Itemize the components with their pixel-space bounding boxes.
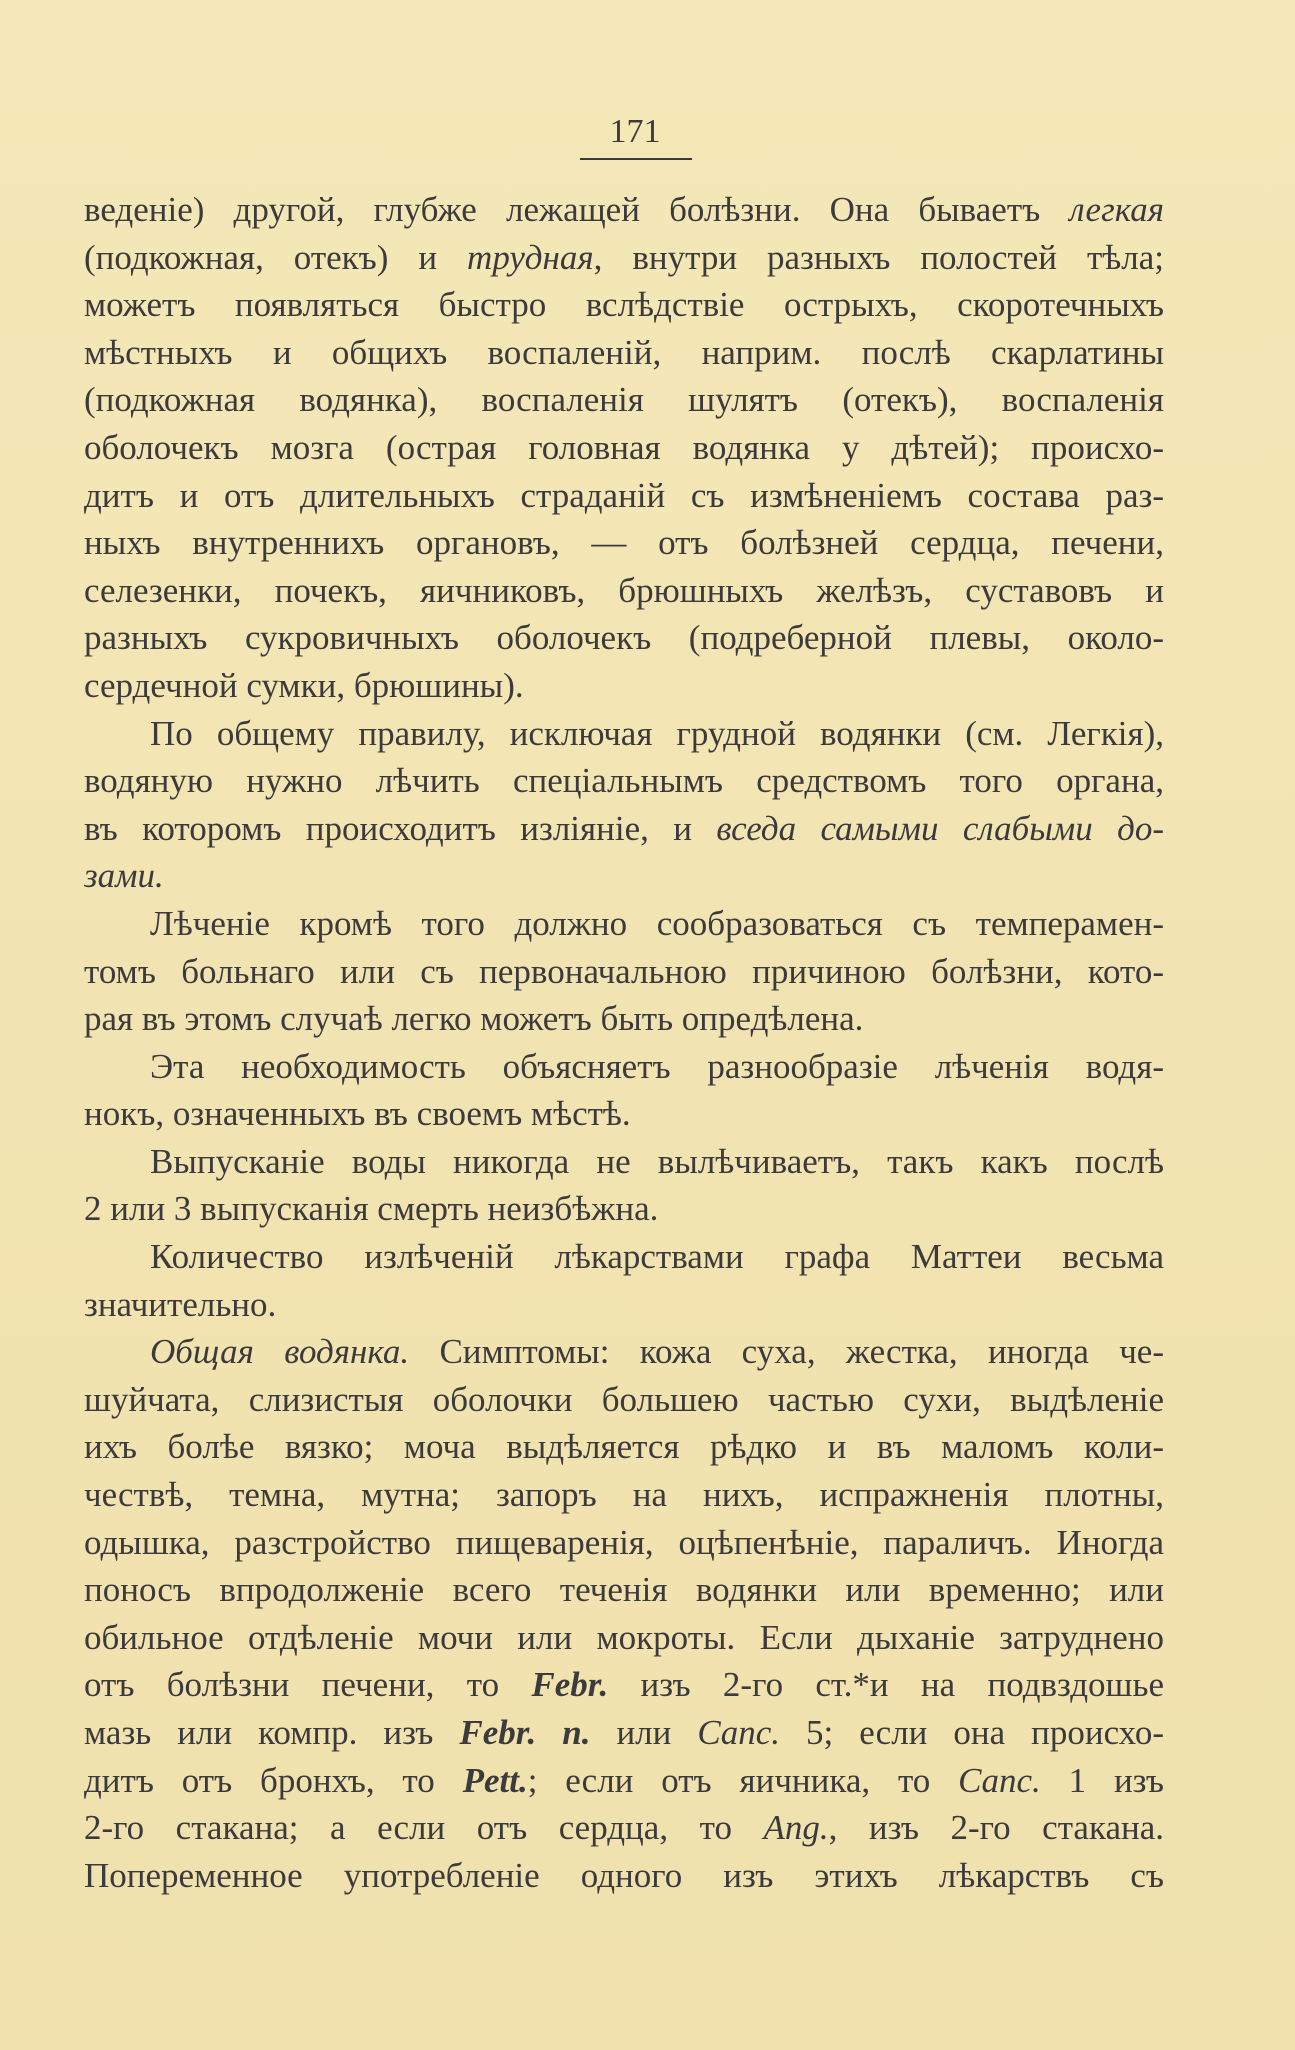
- text-run: поносъ впродолженіе всего теченія водянки или временно; или: [84, 1570, 1164, 1610]
- text-line: [84, 1423, 1164, 1471]
- text-line: [84, 1852, 1164, 1900]
- emphasized-text: Общая водянка.: [150, 1332, 410, 1372]
- text-run: обильное отдѣленіе мочи или мокроты. Если дыханіе затруднено: [84, 1617, 1164, 1657]
- text-run: (подкожная водянка), воспаленія шулятъ (отекъ), воспаленія: [84, 380, 1164, 420]
- text-run: томъ больнаго или съ первоначальною причиною болѣзни, кото-: [84, 951, 1164, 991]
- page-number-rule: [580, 158, 692, 160]
- body-text: [84, 186, 1164, 1899]
- emphasized-text: трудная: [467, 237, 594, 277]
- text-line: [84, 424, 1164, 472]
- text-run: 2 или 3 выпусканія смерть неизбѣжна.: [84, 1189, 659, 1229]
- text-line: [84, 1614, 1164, 1662]
- text-line: [84, 1043, 1164, 1091]
- text-line: [84, 234, 1164, 282]
- text-line: [84, 1519, 1164, 1567]
- text-line: [84, 472, 1164, 520]
- text-run: ныхъ внутреннихъ органовъ, — отъ болѣзней сердца, печени,: [84, 523, 1164, 563]
- emphasized-text: Pett.: [462, 1760, 528, 1800]
- emphasized-text: легкая: [1069, 190, 1164, 229]
- text-line: [84, 519, 1164, 567]
- text-line: [84, 281, 1164, 329]
- text-run: можетъ появляться быстро вслѣдствіе острыхъ, скоротечныхъ: [84, 285, 1164, 325]
- text-line: [84, 1757, 1164, 1805]
- text-line: [84, 329, 1164, 377]
- text-line: [84, 852, 1164, 900]
- text-run: отъ болѣзни печени, то: [84, 1665, 532, 1705]
- text-line: [84, 662, 1164, 710]
- emphasized-text: Febr.: [531, 1665, 609, 1705]
- text-run: Лѣченіе кромѣ того должно сообразоваться съ темперамен-: [150, 903, 1164, 943]
- text-run: шуйчата, слизистыя оболочки большею частью сухи, выдѣленіе: [84, 1379, 1164, 1419]
- text-run: Выпусканіе воды никогда не вылѣчиваетъ, такъ какъ послѣ: [150, 1141, 1164, 1181]
- text-run: мѣстныхъ и общихъ воспаленій, наприм. послѣ скарлатины: [84, 332, 1164, 372]
- text-line: [84, 1090, 1164, 1138]
- emphasized-text: вседа самыми слабыми до-: [716, 808, 1164, 848]
- text-line: [84, 948, 1164, 996]
- text-run: сердечной сумки, брюшины).: [84, 665, 524, 705]
- text-line: [84, 1185, 1164, 1233]
- text-line: [84, 995, 1164, 1043]
- text-run: Количество излѣченій лѣкарствами графа Маттеи весьма: [150, 1237, 1164, 1277]
- emphasized-text: зами.: [84, 856, 164, 896]
- text-run: Эта необходимость объясняетъ разнообразіе лѣченія водя-: [150, 1046, 1164, 1086]
- text-line: [84, 900, 1164, 948]
- text-run: (подкожная, отекъ) и: [84, 237, 468, 277]
- text-run: , внутри разныхъ полостей тѣла;: [593, 237, 1164, 277]
- text-line: [84, 1281, 1164, 1329]
- text-run: мазь или компр. изъ: [84, 1713, 460, 1752]
- text-run: въ которомъ происходитъ изліяніе, и: [84, 808, 717, 848]
- text-line: [84, 1233, 1164, 1281]
- text-line: [84, 186, 1164, 234]
- text-run: или: [590, 1713, 698, 1752]
- text-run: дитъ отъ бронхъ, то: [84, 1760, 463, 1800]
- text-run: 1 изъ: [1040, 1760, 1164, 1800]
- text-run: чествѣ, темна, мутна; запоръ на нихъ, испражненія плотны,: [84, 1475, 1164, 1515]
- emphasized-text: Canc.: [697, 1713, 781, 1752]
- text-line: [84, 1328, 1164, 1376]
- emphasized-text: Febr. n.: [459, 1713, 591, 1752]
- text-line: [84, 1376, 1164, 1424]
- text-run: Симптомы: кожа суха, жестка, иногда че-: [409, 1332, 1164, 1372]
- text-line: [84, 567, 1164, 615]
- text-run: веденіе) другой, глубже лежащей болѣзни. Она бываетъ: [84, 190, 1070, 229]
- text-line: [84, 1709, 1164, 1757]
- text-run: разныхъ сукровичныхъ оболочекъ (подреберной плевы, около-: [84, 618, 1164, 658]
- text-line: [84, 376, 1164, 424]
- text-line: [84, 757, 1164, 805]
- text-line: [84, 1661, 1164, 1709]
- text-run: оболочекъ мозга (острая головная водянка у дѣтей); происхо-: [84, 427, 1164, 467]
- text-line: [84, 614, 1164, 662]
- text-run: рая въ этомъ случаѣ легко можетъ быть опредѣлена.: [84, 999, 864, 1039]
- text-run: селезенки, почекъ, яичниковъ, брюшныхъ желѣзъ, суставовъ и: [84, 570, 1164, 610]
- text-run: одышка, разстройство пищеваренія, оцѣпенѣніе, параличъ. Иногда: [84, 1522, 1164, 1562]
- emphasized-text: Ang.: [763, 1808, 829, 1848]
- text-run: изъ 2-го ст.*и на подвздошье: [608, 1665, 1164, 1705]
- text-run: ихъ болѣе вязко; моча выдѣляется рѣдко и въ маломъ коли-: [84, 1427, 1164, 1467]
- text-run: значительно.: [84, 1284, 277, 1324]
- text-run: Попеременное употребленіе одного изъ этихъ лѣкарствъ съ: [84, 1855, 1164, 1895]
- text-run: водяную нужно лѣчить спеціальнымъ средствомъ того органа,: [84, 761, 1164, 801]
- page-number: 171: [609, 113, 661, 150]
- text-run: , изъ 2-го стакана.: [828, 1808, 1164, 1848]
- text-line: [84, 1804, 1164, 1852]
- text-line: [84, 805, 1164, 853]
- text-line: [84, 1138, 1164, 1186]
- text-run: По общему правилу, исключая грудной водянки (см. Легкія),: [150, 713, 1164, 753]
- text-run: 5; если она происхо-: [780, 1713, 1164, 1752]
- text-run: 2-го стакана; а если отъ сердца, то: [84, 1808, 764, 1848]
- text-run: нокъ, означенныхъ въ своемъ мѣстѣ.: [84, 1094, 631, 1134]
- text-run: дитъ и отъ длительныхъ страданій съ измѣненіемъ состава раз-: [84, 475, 1164, 515]
- text-line: [84, 710, 1164, 758]
- emphasized-text: Canc.: [958, 1760, 1041, 1800]
- text-line: [84, 1566, 1164, 1614]
- text-run: ; если отъ яичника, то: [527, 1760, 959, 1800]
- text-line: [84, 1471, 1164, 1519]
